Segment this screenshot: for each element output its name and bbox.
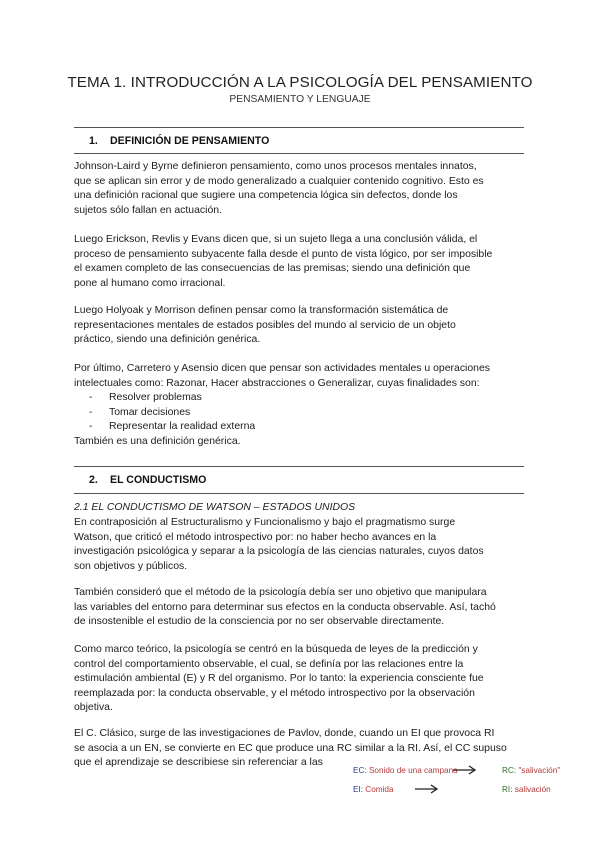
paragraph-erickson — [74, 233, 529, 291]
text-line: que se aplican sin error y de modo generalizado a cualquier contenido cognitivo. Esto es — [74, 175, 484, 187]
section-1-top-rule — [74, 127, 524, 128]
text-line: El C. Clásico, surge de las investigaciones de Pavlov, donde, cuando un EI que provoca RI — [74, 728, 495, 739]
text-line: En contraposición al Estructuralismo y Funcionalismo y bajo el pragmatismo surge — [74, 517, 456, 528]
text-line: las variables del entorno para determinar sus efectos en la conducta observable. Así, tachó — [74, 601, 496, 613]
text-line: intelectuales como: Razonar, Hacer abstracciones o Generalizar, cuyas finalidades son: — [74, 377, 480, 389]
section-1-title: DEFINICIÓN DE PENSAMIENTO — [110, 135, 270, 147]
text-line: que el aprendizaje se describiese sin referenciar a las — [74, 757, 323, 769]
paragraph-marco-teorico — [74, 643, 529, 716]
list-item — [89, 391, 202, 406]
ec-text: Sonido de una campana — [368, 766, 458, 775]
text-line: Watson, que criticó el método introspectivo por: no haber hecho avances en la — [74, 531, 437, 543]
list-item-text: Resolver problemas — [109, 392, 202, 403]
text-line: se asocia a un EN, se convierte en EC que produce una RC similar a la RI. Así, el CC supuso — [74, 742, 507, 754]
list-item — [89, 420, 255, 435]
list-item-text: Representar la realidad externa — [109, 421, 256, 433]
text-line: control del comportamiento observable, el cual, se definía por las relaciones entre la — [74, 658, 464, 670]
paragraph-watson — [74, 516, 529, 574]
arrow-icon — [414, 783, 440, 795]
diagram-ri-label — [502, 785, 551, 794]
section-1-bottom-rule — [74, 153, 524, 154]
paragraph-metodo — [74, 586, 529, 630]
text-line: de insostenible el estudio de la consciencia por no ser observable directamente. — [74, 616, 445, 628]
ei-text: Comida — [365, 785, 394, 794]
text-line: proceso de pensamiento subyacente falla desde el punto de vista lógico, por ser imposible — [74, 248, 493, 260]
paragraph-holyoak — [74, 304, 529, 348]
text-line: son objetivos y públicos. — [74, 560, 188, 572]
section-2-number: 2. — [89, 474, 98, 486]
text-line: Luego Erickson, Revlis y Evans dicen que, si un sujeto llega a una conclusión válida, el — [74, 234, 478, 245]
diagram-ec-label — [353, 766, 458, 775]
paragraph-generic — [74, 435, 529, 450]
text-line: reemplazada por: la conducta observable, y el método introspectivo por la observación — [74, 687, 475, 699]
section-1-number: 1. — [89, 135, 98, 147]
ri-text: salivación — [514, 785, 551, 794]
section-2-bottom-rule — [74, 493, 524, 494]
section-2-top-rule — [74, 466, 524, 467]
section-2-heading — [89, 474, 206, 486]
text-line: pone al humano como irracional. — [74, 277, 226, 289]
text-line: Como marco teórico, la psicología se centró en la búsqueda de leyes de la predicción y — [74, 644, 478, 655]
bullet-dash: - — [89, 421, 93, 433]
bullet-dash: - — [89, 392, 93, 403]
page-subtitle: PENSAMIENTO Y LENGUAJE — [229, 94, 371, 105]
section-1-heading — [89, 135, 269, 147]
text-line: Johnson-Laird y Byrne definieron pensamiento, como unos procesos mentales innatos, — [74, 161, 477, 172]
text-line: estimulación ambiental (E) y R del organismo. Por lo tanto: la experiencia consciente fue — [74, 673, 484, 685]
list-item — [89, 406, 190, 421]
list-item-text: Tomar decisiones — [109, 406, 191, 418]
page-title: TEMA 1. INTRODUCCIÓN A LA PSICOLOGÍA DEL PENSAMIENTO — [67, 74, 533, 91]
text-line: investigación psicológica y separar a la psicología de las ciencias naturales, cuyos datos — [74, 546, 484, 558]
text-line: objetiva. — [74, 702, 113, 714]
text-line: representaciones mentales de estados posibles del mundo al servicio de un objeto — [74, 319, 456, 331]
section-2-title: EL CONDUCTISMO — [110, 474, 207, 486]
text-line: Por último, Carretero y Asensio dicen que pensar son actividades mentales u operaciones — [74, 363, 490, 374]
diagram-ei-label — [353, 785, 394, 794]
text-line: una definición racional que sugiere una competencia lógica sin defectos, donde los — [74, 190, 458, 202]
text-line: Luego Holyoak y Morrison definen pensar como la transformación sistemática de — [74, 305, 449, 316]
text-line: práctico, siendo una definición genérica. — [74, 334, 261, 346]
arrow-icon — [452, 764, 478, 776]
paragraph-johnson-laird — [74, 160, 529, 218]
ei-tag: EI: — [353, 785, 364, 794]
diagram-rc-label — [502, 766, 560, 775]
ri-tag: RI: — [502, 785, 513, 794]
subsection-title: 2.1 EL CONDUCTISMO DE WATSON – ESTADOS UNIDOS — [74, 502, 356, 513]
text-line: sujetos sólo fallan en actuación. — [74, 204, 222, 216]
rc-text: "salivación" — [518, 766, 561, 775]
ec-tag: EC: — [353, 766, 367, 775]
paragraph-carretero — [74, 362, 529, 391]
bullet-dash: - — [89, 406, 93, 418]
rc-tag: RC: — [502, 766, 517, 775]
text-line: También es una definición genérica. — [74, 435, 241, 447]
text-line: el examen completo de las consecuencias de las premisas; siendo una definición que — [74, 263, 471, 275]
text-line: También consideró que el método de la psicología debía ser uno objetivo que manipulara — [74, 587, 487, 598]
